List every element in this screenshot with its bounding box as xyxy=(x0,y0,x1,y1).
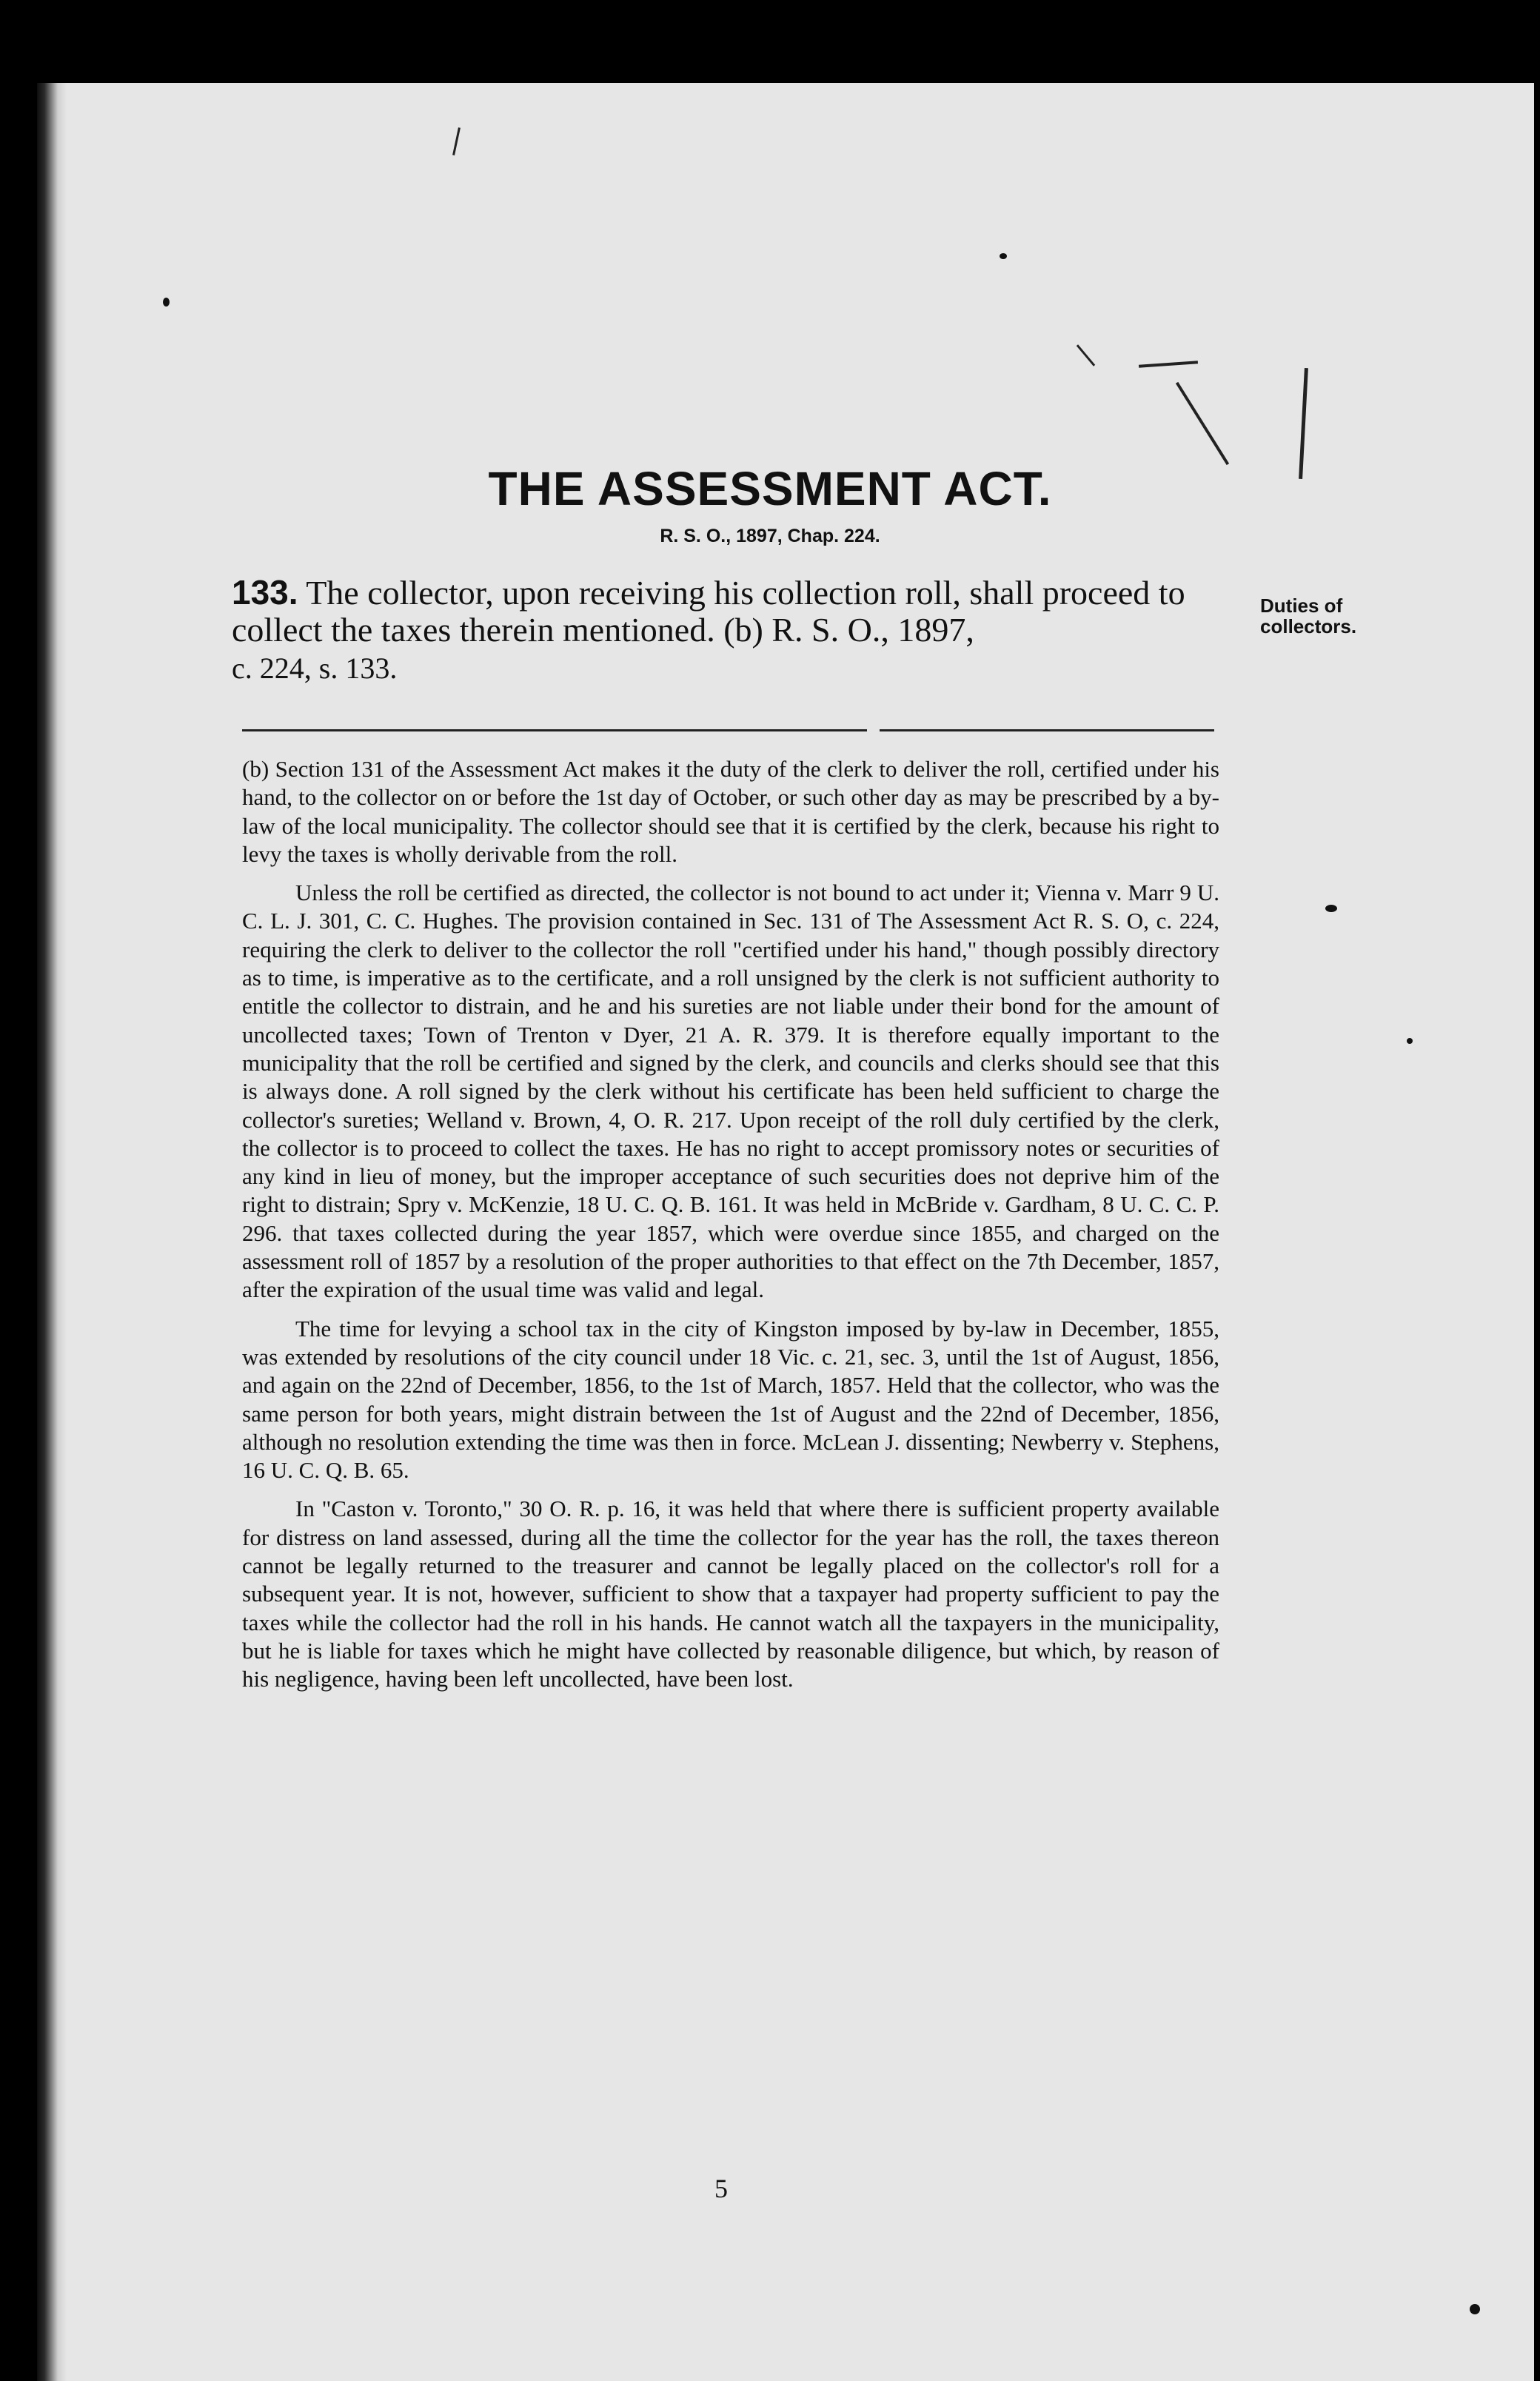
annotation-notes xyxy=(242,755,1219,1704)
scan-speck xyxy=(1407,1038,1413,1044)
statute-citation: R. S. O., 1897, Chap. 224. xyxy=(660,526,880,546)
note-paragraph: (b) Section 131 of the Assessment Act makes it the duty of the clerk to deliver the roll, certified under his hand, to the collector on or before the 1st day of October, or such other day as may be prescribed by a by-law of the local municipality. The collector should see that it is certified by the clerk, because his right to levy the taxes is wholly derivable from the roll. xyxy=(242,756,1219,867)
divider-right xyxy=(880,729,1214,731)
scan-speck xyxy=(163,298,170,307)
note-paragraph: Unless the roll be certified as directed, the collector is not bound to act under it; Vienna v. Marr 9 U. C. L. J. 301, C. C. Hughes. The provision contained in Sec. 131 of The Assessment Act R. S. O, c. 224, requiring the clerk to deliver to the collector the roll "certified under his hand," though possibly directory as to time, is imperative as to the certificate, and a roll unsigned by the clerk is not sufficient authority to entitle the collector to distrain, and he and his sureties are not liable under their bond for the amount of uncollected taxes; Town of Trenton v Dyer, 21 A. R. 379. It is therefore equally important to the municipality that the roll be certified and signed by the clerk, and councils and clerks should see that this is always done. A roll signed by the clerk without his certificate has been held sufficient to charge the collector's sureties; Welland v. Brown, 4, O. R. 217. Upon receipt of the roll duly certified by the clerk, the collector is to proceed to collect the taxes. He has no right to accept promissory notes or securities of any kind in lieu of money, but the improper acceptance of such securities does not deprive him of the right to distrain; Spry v. McKenzie, 18 U. C. Q. B. 161. It was held in McBride v. Gardham, 8 U. C. C. P. 296. that taxes collected during the year 1857, which were overdue since 1855, and charged on the assessment roll of 1857 by a resolution of the proper authorities to that effect on the 7th December, 1857, after the expiration of the usual time was valid and legal. xyxy=(242,880,1219,1303)
scan-mark xyxy=(1077,344,1095,366)
scan-speck xyxy=(1000,253,1007,259)
note-paragraph: The time for levying a school tax in the city of Kingston imposed by by-law in December, 1855, was extended by resolutions of the city council under 18 Vic. c. 21, sec. 3, until the 1st of August, 1856, and again on the 22nd of December, 1856, to the 1st of March, 1857. Held that the collector, who was the same person for both years, might distrain between the 1st of August and the 22nd of December, 1856, although no resolution extending the time was then in force. McLean J. dissenting; Newberry v. Stephens, 16 U. C. Q. B. 65. xyxy=(242,1315,1219,1484)
scan-speck xyxy=(1325,905,1337,912)
section-text: The collector, upon receiving his collection roll, shall proceed to collect the taxes therein mentioned. (b) R. S. O., 1897, xyxy=(232,574,1185,649)
note-paragraph: In "Caston v. Toronto," 30 O. R. p. 16, it was held that where there is sufficient property available for distress on land assessed, during all the time the collector for the year has the roll, the taxes thereon cannot be legally returned to the treasurer and cannot be legally placed on the collector's roll for a subsequent year. It is not, however, sufficient to show that a taxpayer had property sufficient to pay the taxes while the collector had the roll in his hands. He cannot watch all the taxpayers in the municipality, but he is liable for taxes which he might have collected by reasonable diligence, but which, by reason of his negligence, having been left uncollected, have been lost. xyxy=(242,1496,1219,1692)
divider-left xyxy=(242,729,867,731)
page-title: THE ASSESSMENT ACT. xyxy=(488,462,1052,515)
margin-note: Duties of collectors. xyxy=(1260,595,1357,637)
scan-mark xyxy=(1176,382,1229,465)
section-number: 133. xyxy=(232,573,298,612)
section-133 xyxy=(232,574,1224,687)
scan-mark xyxy=(1139,361,1198,368)
page-binding-edge xyxy=(37,83,67,2381)
scan-speck xyxy=(1470,2304,1480,2314)
section-reference: c. 224, s. 133. xyxy=(232,652,398,685)
page-number: 5 xyxy=(714,2174,728,2203)
scan-mark xyxy=(452,127,461,155)
